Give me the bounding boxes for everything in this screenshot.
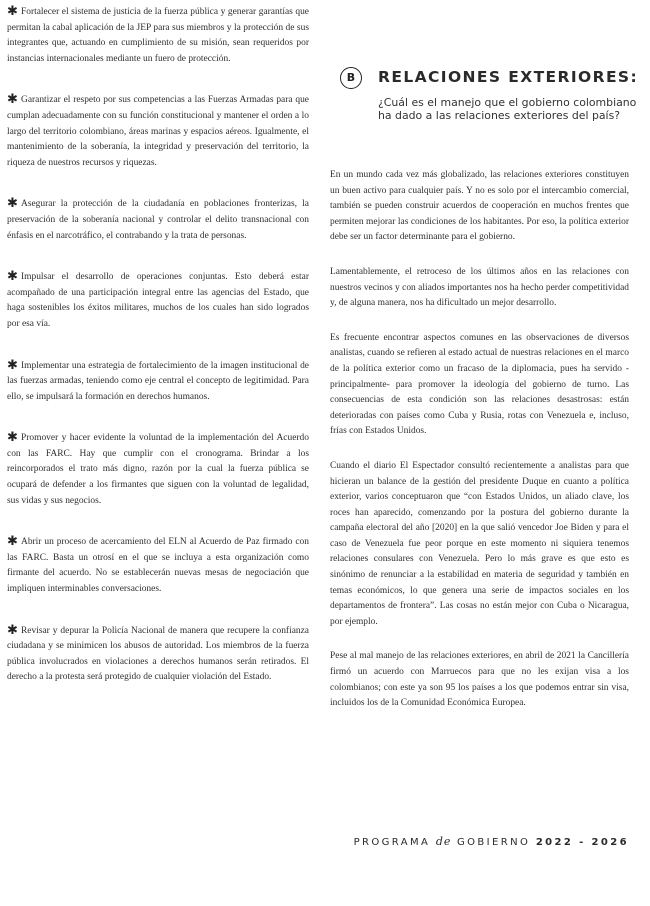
right-column [330,168,629,731]
bullet-item [7,535,309,597]
section-title: RELACIONES EXTERIORES: [378,68,639,86]
footer-label: PROGRAMA [353,837,431,848]
footer-label-2: GOBIERNO [456,837,531,848]
bullet-item [7,431,309,509]
left-column [7,5,309,712]
bullet-item [7,624,309,686]
asterisk-icon: ✱ [7,196,18,212]
bullet-item [7,359,309,406]
section-subtitle: ¿Cuál es el manejo que el gobierno colombiano ha dado a las relaciones exteriores del país? [378,96,637,122]
asterisk-icon: ✱ [7,92,18,108]
bullet-text: Implementar una estrategia de fortalecimiento de la imagen institucional de las fuerzas armadas, teniendo como eje central el concepto de legitimidad. Para ello, se impulsará la formación en derechos humanos. [7,360,309,402]
bullet-text: Garantizar el respeto por sus competencias a las Fuerzas Armadas para que cumplan adecuadamente con su función constitucional y mantener el orden a lo largo del territorio colombiano, áreas marinas y espacios aéreos. Igualmente, el mantenimiento de la soberanía, la integridad y preservación del territorio, la riqueza de nuestros recursos y riquezas. [7,95,309,168]
asterisk-icon: ✱ [7,357,18,373]
bullet-text: Asegurar la protección de la ciudadanía en poblaciones fronterizas, la preservación de la soberanía nacional y controlar el delito transnacional con énfasis en el narcotráfico, el contrabando y la trata de personas. [7,199,309,241]
asterisk-icon: ✱ [7,622,18,638]
page-footer [354,835,629,848]
body-paragraph: Pese al mal manejo de las relaciones exteriores, en abril de 2021 la Cancillería firmó un acuerdo con Marruecos para que no les exijan visa a los colombianos; con este ya son 95 los países a los que podemos entrar sin visa, incluidos los de la Comunidad Económica Europea. [330,651,629,709]
bullet-item [7,197,309,244]
asterisk-icon: ✱ [7,4,18,19]
bullet-item [7,93,309,171]
section-badge: B [340,67,362,89]
asterisk-icon: ✱ [7,534,18,550]
bullet-text: Fortalecer el sistema de justicia de la fuerza pública y generar garantías que permitan la cabal aplicación de la JEP para sus miembros y la protección de sus integrantes que, actuando en cumplimiento de su misión, sean requeridos por instancias internacionales mediante un fuero de protección. [7,7,309,64]
body-paragraph: Es frecuente encontrar aspectos comunes en las observaciones de diversos analistas, cuando se refieren al estado actual de nuestras relaciones en el marco de la política exterior como un fracaso de la diplomacia, pues ha servido -principalmente- para promover la ideología del gobierno de turno. Las consecuencias de esta condición son las relaciones desastrosas: están deterioradas con países como Cuba y Rusia, rotas con Venezuela e, incluso, frías con Estados Unidos. [330,332,629,437]
footer-connector: de [435,835,452,848]
bullet-text: Impulsar el desarrollo de operaciones conjuntas. Esto deberá estar acompañado de una participación integral entre las agencias del Estado, que haga sostenibles los éxitos militares, muchos de los cuales han sido logrados por esa vía. [7,272,309,329]
bullet-item [7,5,309,67]
body-paragraph: Cuando el diario El Espectador consultó recientemente a analistas para que hicieran un balance de la gestión del presidente Duque en cuanto a política exterior, varios conceptuaron que “con Estados Unidos, un aliado clave, los roces han aparecido, comenzando por la postura del gobierno durante la campaña electoral del año [2020] en la que salió vencedor Joe Biden y para el caso de Venezuela fue peor porque en este momento ni siquiera tenemos relaciones consulares con Venezuela. Pero lo más grave es que esto es sinónimo de renunciar a la estabilidad en materia de seguridad y también en temas económicos, lo que genera una serie de impactos sociales en los departamentos de frontera”. Las cosas no están mejor con Cuba o Nicaragua, por ejemplo. [330,460,629,627]
body-paragraph: En un mundo cada vez más globalizado, las relaciones exteriores constituyen un buen activo para cualquier país. Y no es solo por el intercambio comercial, también se pueden construir acuerdos de cooperación en muchos frentes que permiten mejorar las condiciones de los habitantes. Por eso, la política exterior debe ser un factor determinante para el gobierno. [330,170,629,243]
bullet-text: Promover y hacer evidente la voluntad de la implementación del Acuerdo con las FARC. Hay que cumplir con el cronograma. Brindar a los reincorporados el trato más digno, razón por la cual la fuerza pública se ocupará de defender a los firmantes que siguen con la voluntad de legalidad, sus vidas y sus negocios. [7,433,309,506]
bullet-text: Revisar y depurar la Policía Nacional de manera que recupere la confianza ciudadana y se minimicen los abusos de autoridad. Los miembros de la fuerza pública involucrados en violaciones a derechos humanos serán retirados. El derecho a la protesta será protegido de cualquier violación del Estado. [7,625,309,683]
asterisk-icon: ✱ [7,269,18,285]
bullet-item [7,270,309,332]
body-paragraph: Lamentablemente, el retroceso de los últimos años en las relaciones con nuestros vecinos y con aliados importantes nos ha hecho perder competitividad y, de alguna manera, nos ha dificultado un mejor desarrollo. [330,266,629,309]
bullet-text: Abrir un proceso de acercamiento del ELN al Acuerdo de Paz firmado con las FARC. Basta un otrosí en el que se incluya a esta organización como firmante del acuerdo. No se establecerán nuevas mesas de negociación que impliquen interminables conversaciones. [7,537,309,595]
footer-years: 2022 - 2026 [535,837,629,848]
asterisk-icon: ✱ [7,430,18,446]
